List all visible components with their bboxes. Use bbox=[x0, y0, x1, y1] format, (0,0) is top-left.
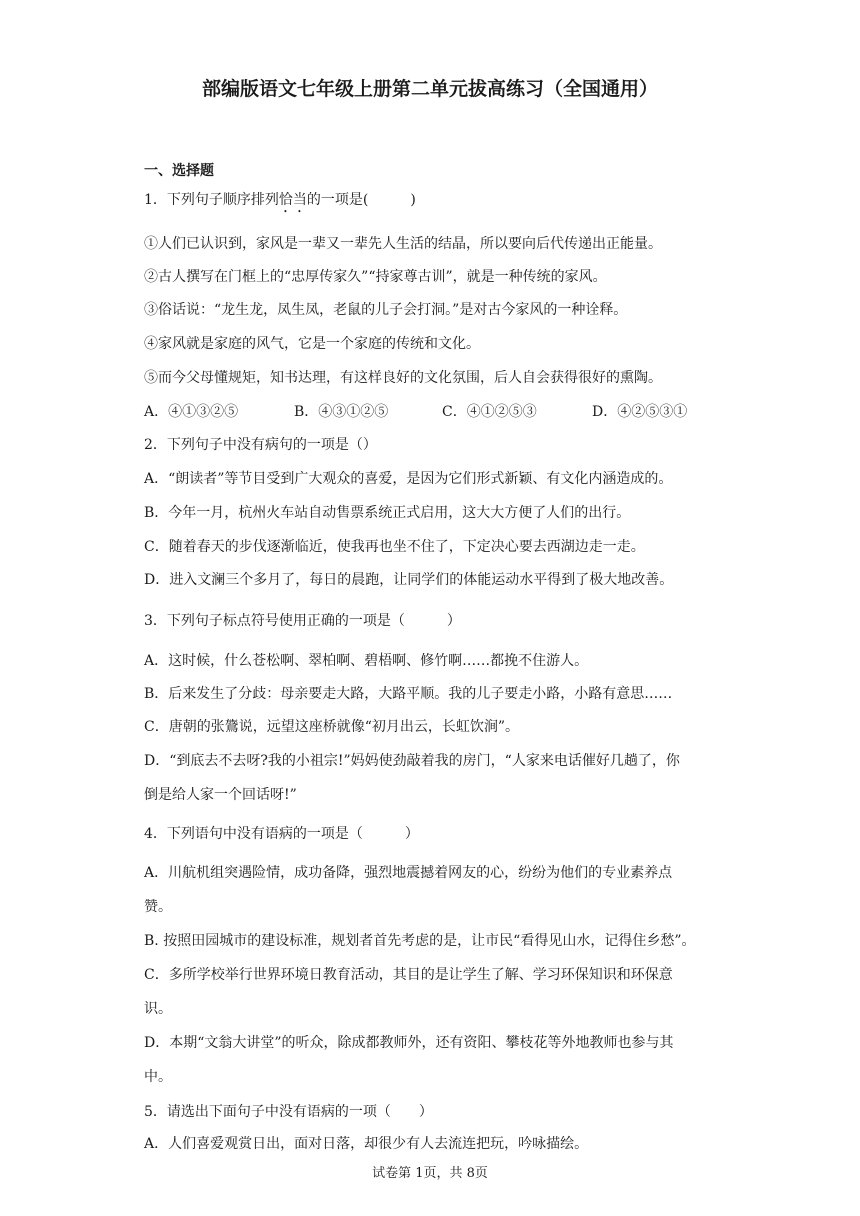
question-5-option-a[interactable]: A．人们喜爱观赏日出，面对日落，却很少有人去流连把玩，吟咏描绘。 bbox=[144, 1136, 589, 1152]
question-2-option-c[interactable]: C．随着春天的步伐逐渐临近，使我再也坐不住了，下定决心要去西湖边走一走。 bbox=[144, 539, 645, 555]
question-3-option-c[interactable]: C．唐朝的张鷟说，远望这座桥就像“初月出云，长虹饮涧”。 bbox=[144, 719, 520, 735]
section-heading: 一、选择题 bbox=[144, 163, 214, 179]
emphasis-dotted-text: 恰当 bbox=[278, 192, 307, 208]
page-title: 部编版语文七年级上册第二单元拔高练习（全国通用） bbox=[201, 78, 658, 100]
question-3-option-d[interactable]: D．“到底去不去呀?我的小祖宗!”妈妈使劲敲着我的房门，“人家来电话催好几趟了，你 bbox=[144, 753, 680, 769]
option-d[interactable]: D．④②⑤③① bbox=[592, 404, 688, 420]
page-footer: 试卷第 1页，共 8页 bbox=[372, 1166, 488, 1181]
question-3-option-a[interactable]: A．这时候，什么苍松啊、翠柏啊、碧梧啊、修竹啊……都挽不住游人。 bbox=[144, 653, 589, 669]
option-c[interactable]: C．④①②⑤③ bbox=[442, 404, 537, 420]
question-1-sentence-4: ④家风就是家庭的风气，它是一个家庭的传统和文化。 bbox=[144, 336, 480, 352]
question-3-option-d-continued: 倒是给人家一个回话呀!” bbox=[144, 787, 297, 803]
question-2-option-a[interactable]: A．“朗读者”等节目受到广大观众的喜爱，是因为它们形式新颖、有文化内涵造成的。 bbox=[144, 471, 673, 487]
option-a[interactable]: A．④①③②⑤ bbox=[144, 404, 239, 420]
question-1-sentence-5: ⑤而今父母懂规矩，知书达理，有这样良好的文化氛围，后人自会获得很好的熏陶。 bbox=[144, 370, 662, 386]
question-4-option-a-continued: 赞。 bbox=[144, 899, 172, 915]
question-2-option-b[interactable]: B．今年一月，杭州火车站自动售票系统正式启用，这大大方便了人们的出行。 bbox=[144, 505, 631, 521]
question-4-option-d-continued: 中。 bbox=[144, 1069, 172, 1085]
question-3-stem: 3．下列句子标点符号使用正确的一项是（ ） bbox=[144, 613, 461, 629]
question-4-option-c-continued: 识。 bbox=[144, 1001, 172, 1017]
question-3-option-b[interactable]: B．后来发生了分歧：母亲要走大路，大路平顺。我的儿子要走小路，小路有意思…… bbox=[144, 686, 673, 702]
question-2-stem: 2．下列句子中没有病句的一项是（） bbox=[144, 437, 377, 453]
question-4-option-c[interactable]: C．多所学校举行世界环境日教育活动，其目的是让学生了解、学习环保知识和环保意 bbox=[144, 967, 673, 983]
question-1-stem: 1．下列句子顺序排列恰当的一项是( ) bbox=[144, 192, 416, 208]
question-2-option-d[interactable]: D．进入文澜三个多月了，每日的晨跑，让同学们的体能运动水平得到了极大地改善。 bbox=[144, 572, 674, 588]
question-5-stem: 5．请选出下面句子中没有语病的一项（ ） bbox=[144, 1104, 433, 1120]
question-1-sentence-1: ①人们已认识到，家风是一辈又一辈先人生活的结晶，所以要向后代传递出正能量。 bbox=[144, 236, 662, 252]
question-4-option-a[interactable]: A．川航机组突遇险情，成功备降，强烈地震撼着网友的心，纷纷为他们的专业素养点 bbox=[144, 865, 673, 881]
question-1-sentence-2: ②古人撰写在门框上的“忠厚传家久”“持家尊古训”，就是一种传统的家风。 bbox=[144, 269, 607, 285]
question-1-sentence-3: ③俗话说：“龙生龙，凤生凤，老鼠的儿子会打洞。”是对古今家风的一种诠释。 bbox=[144, 302, 628, 318]
question-4-option-d[interactable]: D．本期“文翁大讲堂”的听众，除成都教师外，还有资阳、攀枝花等外地教师也参与其 bbox=[144, 1035, 674, 1051]
option-b[interactable]: B．④③①②⑤ bbox=[294, 404, 389, 420]
question-4-stem: 4．下列语句中没有语病的一项是（ ） bbox=[144, 826, 419, 842]
question-4-option-b[interactable]: B. 按照田园城市的建设标准，规划者首先考虑的是，让市民“看得见山水，记得住乡愁”。 bbox=[144, 933, 696, 949]
